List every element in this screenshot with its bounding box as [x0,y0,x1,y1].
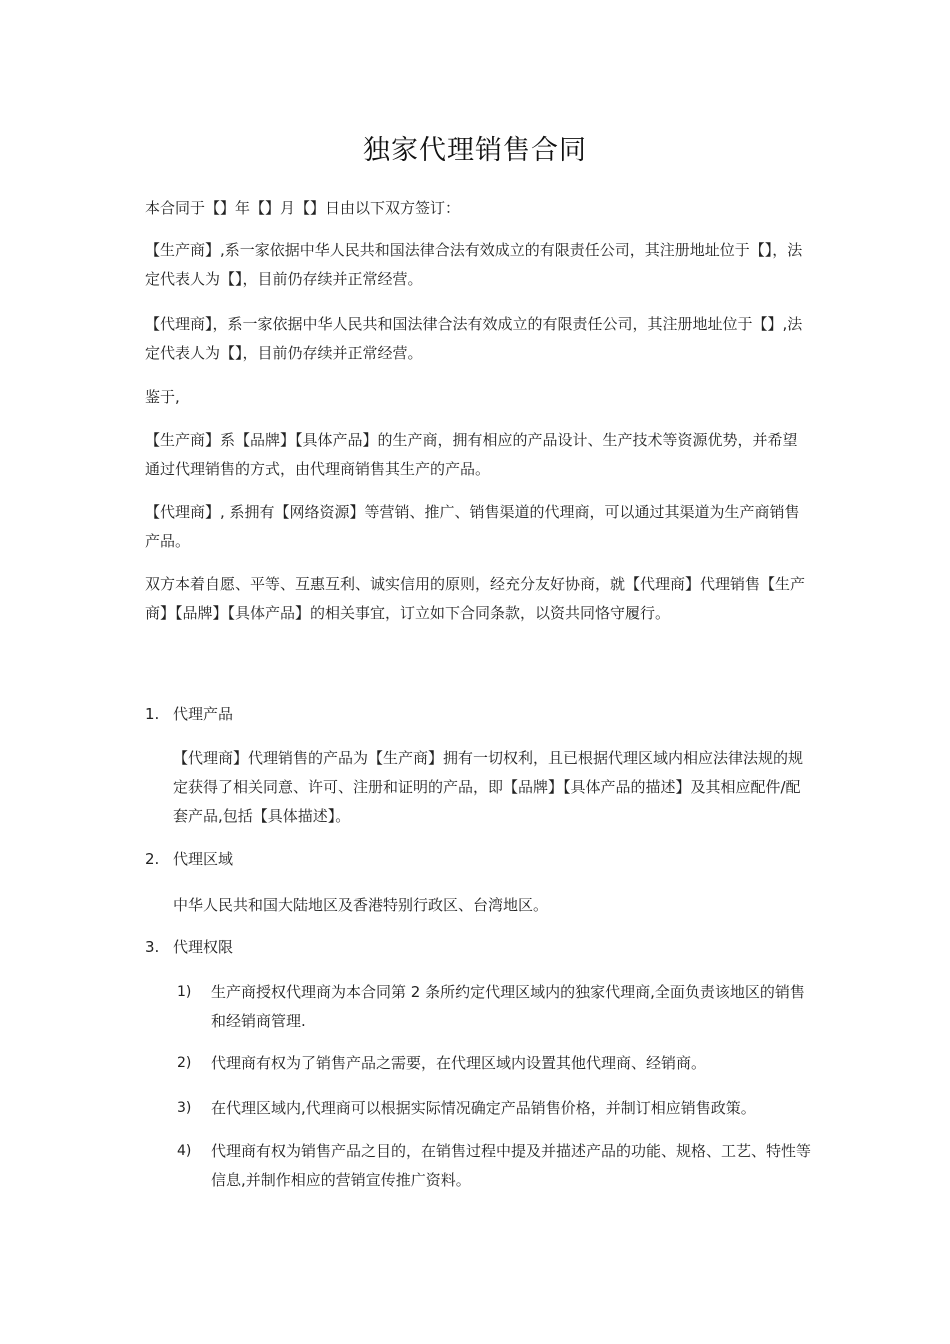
section-heading-2 [145,845,233,874]
section-title: 代理区域 [173,850,234,868]
list-item-text: 代理商有权为销售产品之目的，在销售过程中提及并描述产品的功能、规格、工艺、特性等信息,并制作相应的营销宣传推广资料。 [211,1142,812,1189]
section-heading-1 [145,700,233,729]
list-item-text: 代理商有权为了销售产品之需要，在代理区域内设置其他代理商、经销商。 [211,1054,707,1072]
list-item-text: 生产商授权代理商为本合同第 2 条所约定代理区域内的独家代理商,全面负责该地区的销售和经销商管理. [211,983,805,1030]
list-item [177,1094,812,1123]
section-number: 1. [145,705,160,723]
list-item [177,978,812,1036]
list-item-number: 1) [177,984,192,1000]
list-item-text: 在代理区域内,代理商可以根据实际情况确定产品销售价格，并制订相应销售政策。 [211,1099,756,1117]
recital-paragraph-2: 【代理商】, 系拥有【网络资源】等营销、推广、销售渠道的代理商，可以通过其渠道为生产商销售产品。 [145,503,800,550]
section-number: 2. [145,850,160,868]
party-b-paragraph: 【代理商】，系一家依据中华人民共和国法律合法有效成立的有限责任公司，其注册地址位于【】,法定代表人为【】，目前仍存续并正常经营。 [145,315,803,362]
list-item [177,1137,812,1195]
party-a-paragraph: 【生产商】,系一家依据中华人民共和国法律合法有效成立的有限责任公司，其注册地址位于【】，法定代表人为【】，目前仍存续并正常经营。 [145,241,803,288]
section-title: 代理产品 [173,705,234,723]
list-item-number: 2) [177,1055,192,1071]
section-title: 代理权限 [173,938,234,956]
section-number: 3. [145,938,160,956]
recital-paragraph-3: 双方本着自愿、平等、互惠互利、诚实信用的原则，经充分友好协商，就【代理商】代理销售【生产商】【品牌】【具体产品】的相关事宜，订立如下合同条款，以资共同恪守履行。 [145,575,806,622]
list-item-number: 3) [177,1100,192,1116]
list-item [177,1049,812,1078]
section-body-1: 【代理商】代理销售的产品为【生产商】拥有一切权利，且已根据代理区域内相应法律法规的规定获得了相关同意、许可、注册和证明的产品，即【品牌】【具体产品的描述】及其相应配件/配套产品,包括【具体描述】。 [173,749,804,825]
section-heading-3 [145,933,233,962]
document-title: 独家代理销售合同 [363,135,587,166]
list-item-number: 4) [177,1143,192,1159]
section-body-2: 中华人民共和国大陆地区及香港特别行政区、台湾地区。 [173,896,549,914]
whereas-heading: 鉴于, [145,388,180,406]
recital-paragraph-1: 【生产商】系【品牌】【具体产品】的生产商，拥有相应的产品设计、生产技术等资源优势，并希望通过代理销售的方式，由代理商销售其生产的产品。 [145,431,798,478]
intro-paragraph: 本合同于【】年【】月【】日由以下双方签订： [145,199,461,217]
